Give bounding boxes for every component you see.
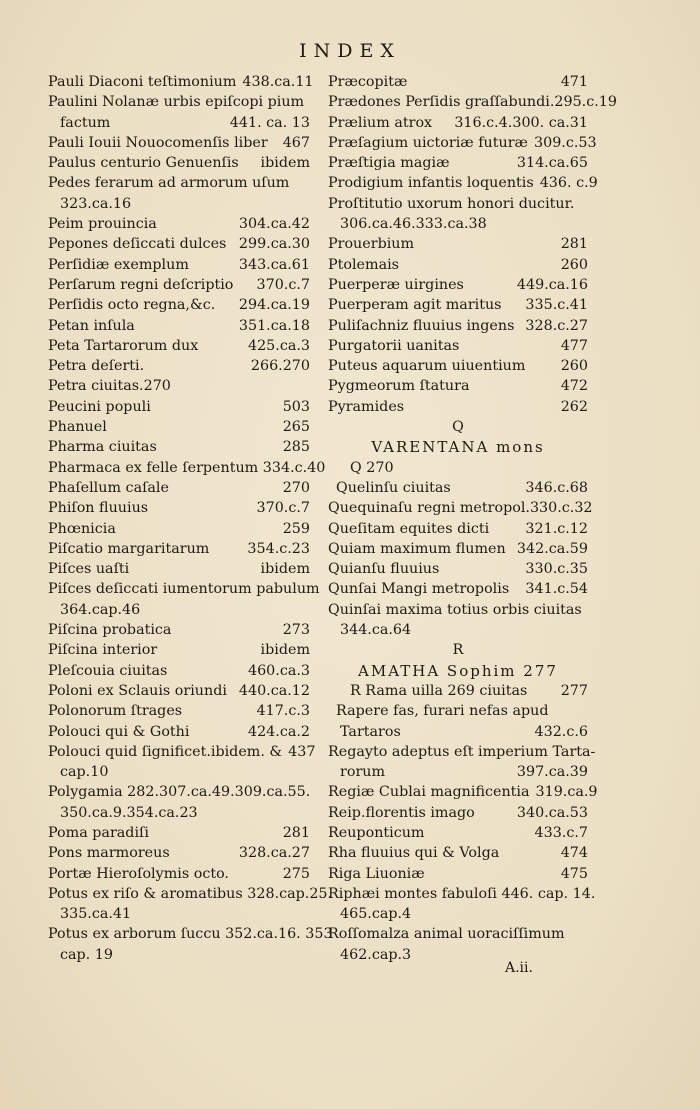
index-entry-text: 350.ca.9.354.ca.23	[60, 804, 198, 821]
index-entry-ref: 425.ca.3	[247, 337, 310, 354]
index-entry	[48, 417, 310, 437]
index-entry-ref: ibidem	[260, 561, 310, 578]
index-entry	[48, 397, 310, 417]
index-entry-ref: 285	[282, 439, 310, 456]
index-entry	[48, 498, 310, 518]
index-entry-text: Pauli Iouii Nouocomenſis liber	[48, 134, 268, 151]
index-entry-text: Quianſu fluuius	[328, 561, 440, 578]
index-entry	[328, 681, 588, 701]
index-entry	[48, 113, 310, 133]
index-entry-text: Petra ciuitas.270	[48, 378, 171, 395]
index-entry-text: Præſtigia magiæ	[328, 155, 450, 172]
index-entry-ref: 266.270	[250, 358, 310, 375]
index-entry-text: Præcopitæ	[328, 74, 408, 90]
index-entry-text: cap. 19	[60, 946, 113, 963]
index-entry-text: Proſtitutio uxorum honori ducitur.	[328, 195, 575, 212]
index-entry-ref: 346.c.68	[525, 479, 588, 496]
index-entry-text: Piſces deſiccati iumentorum pabulum	[48, 581, 320, 598]
index-entry-text: Poma paradiſi	[48, 824, 149, 841]
index-entry-text: Tartaros	[340, 723, 401, 740]
index-entry-text: 335.ca.41	[60, 906, 132, 923]
index-entry-ref: 370.c.7	[256, 500, 310, 517]
index-entry-text: AMATHA Sophim 277	[358, 661, 558, 680]
index-entry	[328, 437, 588, 457]
index-entry	[328, 843, 588, 863]
index-entry-text: Phiſon fluuius	[48, 500, 149, 517]
index-entry	[48, 275, 310, 295]
index-entry	[328, 782, 598, 802]
index-entry	[328, 924, 588, 944]
index-entry-ref: 370.c.7	[256, 276, 310, 293]
index-entry-text: Q	[452, 419, 464, 436]
index-entry-ref: 294.ca.19	[238, 297, 310, 314]
index-entry	[328, 275, 588, 295]
index-entry	[48, 701, 310, 721]
index-entry	[48, 579, 320, 599]
index-entry	[328, 113, 588, 133]
index-entry	[328, 295, 588, 315]
index-entry-ref: 354.c.23	[247, 540, 310, 557]
index-entry-ref: 262	[560, 398, 588, 415]
index-entry-ref: 328.ca.27	[238, 845, 310, 862]
index-column-right	[328, 72, 617, 965]
index-entry	[328, 579, 588, 599]
index-entry-ref: 304.ca.42	[238, 216, 310, 233]
index-entry	[48, 661, 310, 681]
index-entry-text: 323.ca.16	[60, 195, 132, 212]
index-entry	[328, 722, 588, 742]
index-entry-ref: 343.ca.61	[238, 256, 310, 273]
page-title: INDEX	[299, 40, 401, 62]
index-entry-ref: 351.ca.18	[238, 317, 310, 334]
index-entry-ref: 449.ca.16	[516, 276, 588, 293]
index-entry-ref: 273	[282, 622, 310, 639]
index-entry	[48, 742, 316, 762]
index-entry-text: Pons marmoreus	[48, 845, 170, 862]
index-entry-ref: 321.c.12	[525, 520, 588, 537]
index-entry-text: Petan inſula	[48, 317, 135, 334]
index-entry-text: Rapere fas, furari nefas apud	[336, 703, 549, 720]
index-entry	[328, 458, 588, 478]
index-entry-text: Quequinaſu regni metropol.330.c.32	[328, 500, 593, 517]
index-entry-text: Potus ex riſo & aromatibus 328.cap.25.	[48, 885, 333, 902]
index-entry	[328, 823, 588, 843]
index-entry-text: Pedes ferarum ad armorum uſum	[48, 175, 290, 192]
index-entry-ref: 474	[560, 845, 588, 862]
index-entry	[328, 376, 588, 396]
index-entry-text: Piſces uaſti	[48, 561, 130, 578]
index-entry	[48, 458, 326, 478]
index-entry-text: Regayto adeptus eſt imperium Tarta-	[328, 743, 596, 760]
index-entry	[328, 356, 588, 376]
index-entry	[48, 803, 310, 823]
index-entry	[48, 864, 310, 884]
index-entry-text: Puerperæ uirgines	[328, 276, 464, 293]
index-entry-text: 462.cap.3	[340, 946, 412, 963]
index-entry-text: Piſcina probatica	[48, 622, 172, 639]
index-entry-text: Pleſcouia ciuitas	[48, 662, 168, 679]
index-entry-ref: 433.c.7	[534, 824, 588, 841]
index-entry-ref: 397.ca.39	[516, 764, 588, 781]
index-entry-text: Pygmeorum ſtatura	[328, 378, 470, 395]
index-entry-text: Pharma ciuitas	[48, 439, 157, 456]
index-entry-ref: 281	[560, 236, 588, 253]
index-entry-text: Qunſai Mangi metropolis	[328, 581, 510, 598]
index-entry	[48, 234, 310, 254]
index-entry	[48, 173, 310, 193]
index-entry-ref: 277	[560, 682, 588, 699]
index-entry-ref: 275	[282, 865, 310, 882]
index-entry-text: Prouerbium	[328, 236, 415, 253]
index-entry-text: cap.10	[60, 764, 109, 781]
index-entry	[328, 336, 588, 356]
index-entry-ref: 260	[560, 358, 588, 375]
index-entry-text: Rha fluuius qui & Volga	[328, 845, 500, 862]
index-entry-text: Perſidis octo regna,&c.	[48, 297, 216, 314]
index-entry-ref: 270	[282, 479, 310, 496]
index-entry-ref: 460.ca.3	[247, 662, 310, 679]
index-entry	[328, 173, 598, 193]
index-entry-text: Queſitam equites dicti	[328, 520, 490, 537]
index-entry-text: Poloni ex Sclauis oriundi	[48, 682, 227, 699]
index-entry-ref: 281	[282, 824, 310, 841]
index-entry	[328, 234, 588, 254]
index-entry-ref: 424.ca.2	[247, 723, 310, 740]
index-entry	[48, 356, 310, 376]
index-entry-ref: 340.ca.53	[516, 804, 588, 821]
index-entry	[48, 600, 310, 620]
index-column-left	[48, 72, 333, 965]
index-entry-text: Potus ex arborum ſuccu 352.ca.16. 353	[48, 926, 333, 943]
index-entry-ref: 432.c.6	[534, 723, 588, 740]
index-entry-ref: 314.ca.65	[516, 155, 588, 172]
signature-mark: A.ii.	[505, 960, 533, 976]
index-entry	[48, 194, 310, 214]
index-entry	[328, 701, 588, 721]
index-entry	[48, 316, 310, 336]
index-entry	[48, 255, 310, 275]
index-entry-text: Polouci qui & Gothi	[48, 723, 190, 740]
index-entry	[328, 640, 588, 660]
index-entry	[328, 153, 588, 173]
index-entry	[328, 72, 588, 92]
index-entry-text: Phanuel	[48, 419, 107, 436]
index-entry-text: Perſarum regni deſcriptio	[48, 276, 234, 293]
index-entry-ref: 299.ca.30	[238, 236, 310, 253]
index-entry	[48, 924, 333, 944]
index-entry-ref: 309.c.53	[534, 134, 597, 151]
index-entry-ref: 441. ca. 13	[229, 114, 310, 131]
index-entry	[328, 519, 588, 539]
index-entry-text: Riphæi montes fabuloſi 446. cap. 14.	[328, 885, 596, 902]
index-entry-text: R Rama uilla 269 ciuitas	[350, 682, 528, 699]
index-entry	[48, 762, 310, 782]
index-entry	[328, 559, 588, 579]
index-entry	[328, 214, 588, 234]
index-entry-ref: 472	[560, 378, 588, 395]
index-entry	[328, 194, 588, 214]
index-entry-ref: 471	[560, 74, 588, 90]
index-entry-text: Puerperam agit maritus	[328, 297, 502, 314]
index-entry	[48, 681, 310, 701]
index-entry-ref: 330.c.35	[525, 561, 588, 578]
index-entry-ref: 319.ca.9	[535, 784, 598, 801]
index-entry-ref: 438.ca.11	[242, 74, 314, 90]
index-entry-text: Pyramides	[328, 398, 405, 415]
index-entry-text: Piſcatio margaritarum	[48, 540, 210, 557]
index-entry	[328, 661, 588, 681]
index-entry-text: Pharmaca ex felle ſerpentum 334.c.40	[48, 459, 326, 476]
index-entry	[328, 600, 588, 620]
index-entry-ref: 467	[282, 134, 310, 151]
index-entry-ref: 342.ca.59	[516, 540, 588, 557]
index-entry-ref: ibidem	[260, 642, 310, 659]
index-entry	[48, 478, 310, 498]
index-entry-text: R	[452, 642, 464, 659]
index-entry	[328, 864, 588, 884]
index-entry	[48, 92, 310, 112]
index-entry	[48, 884, 333, 904]
index-entry-text: Prodigium infantis loquentis	[328, 175, 534, 192]
index-entry	[48, 214, 310, 234]
index-entry-text: Roſſomalza animal uoraciſſimum	[328, 926, 565, 943]
index-entry-text: 465.cap.4	[340, 906, 412, 923]
index-entry	[48, 782, 310, 802]
index-entry	[48, 519, 310, 539]
index-entry-text: Q 270	[350, 459, 394, 476]
index-entry	[328, 417, 588, 437]
index-entry-ref: ibidem	[260, 155, 310, 172]
index-entry-text: Peim prouincia	[48, 216, 157, 233]
index-entry	[328, 397, 588, 417]
index-entry-text: Petra deſerti.	[48, 358, 145, 375]
index-entry-text: 364.cap.46	[60, 601, 141, 618]
index-entry-text: Prælium atrox	[328, 114, 433, 131]
index-entry	[328, 620, 588, 640]
index-entry-text: Riga Liuoniæ	[328, 865, 425, 882]
index-entry	[328, 762, 588, 782]
index-entry	[48, 945, 310, 965]
index-entry	[328, 478, 588, 498]
index-entry-ref: 436. c.9	[539, 175, 598, 192]
index-entry-ref: 437	[288, 743, 316, 760]
index-entry	[48, 72, 314, 92]
index-entry-text: Peta Tartarorum dux	[48, 337, 199, 354]
index-entry	[48, 295, 310, 315]
index-entry-text: Puteus aquarum uiuentium	[328, 358, 526, 375]
index-entry-ref: 335.c.41	[525, 297, 588, 314]
index-entry-text: Pepones deſiccati dulces	[48, 236, 227, 253]
index-entry-text: factum	[60, 114, 111, 131]
index-entry	[48, 620, 310, 640]
index-entry-ref: 475	[560, 865, 588, 882]
index-entry-text: Puliſachniz fluuius ingens	[328, 317, 515, 334]
index-entry	[328, 255, 588, 275]
index-entry-text: Paulini Nolanæ urbis epiſcopi pium	[48, 94, 305, 111]
index-entry-text: Pauli Diaconi teſtimonium	[48, 74, 237, 90]
index-entry	[48, 133, 310, 153]
index-entry	[48, 559, 310, 579]
index-entry	[328, 92, 617, 112]
index-entry-text: Quelinſu ciuitas	[336, 479, 451, 496]
index-entry-text: Polouci quid ſignificet.ibidem. &	[48, 743, 283, 760]
index-entry-text: Piſcina interior	[48, 642, 158, 659]
index-entry-ref: 477	[560, 337, 588, 354]
index-entry	[48, 539, 310, 559]
index-entry-text: Purgatorii uanitas	[328, 337, 460, 354]
index-entry-text: Paulus centurio Genuenſis	[48, 155, 239, 172]
index-entry-ref: 341.c.54	[525, 581, 588, 598]
index-entry-text: Reip.florentis imago	[328, 804, 475, 821]
index-entry-text: Ptolemais	[328, 256, 399, 273]
index-entry	[48, 640, 310, 660]
index-entry-text: Regiæ Cublai magnificentia	[328, 784, 530, 801]
index-entry-ref: 259	[282, 520, 310, 537]
index-entry-text: Perſidiæ exemplum	[48, 256, 189, 273]
index-entry	[328, 803, 588, 823]
index-entry-text: Portæ Hieroſolymis octo.	[48, 865, 229, 882]
index-entry	[328, 945, 588, 965]
index-entry-text: Phaſellum caſale	[48, 479, 169, 496]
index-entry	[328, 498, 593, 518]
index-entry-ref: 316.c.4.300. ca.31	[454, 114, 588, 131]
index-entry-ref: 260	[560, 256, 588, 273]
index-entry	[48, 376, 310, 396]
index-entry-ref: 417.c.3	[256, 703, 310, 720]
index-entry-text: 344.ca.64	[340, 622, 412, 639]
index-entry-text: Quinſai maxima totius orbis ciuitas	[328, 601, 582, 618]
index-entry	[328, 884, 596, 904]
index-entry	[328, 316, 588, 336]
index-entry-text: 306.ca.46.333.ca.38	[340, 216, 487, 233]
index-entry	[48, 336, 310, 356]
index-entry-text: Polygamia 282.307.ca.49.309.ca.55.	[48, 784, 311, 801]
index-entry	[328, 539, 588, 559]
index-entry	[328, 742, 596, 762]
index-entry	[48, 843, 310, 863]
index-entry-ref: 503	[282, 398, 310, 415]
index-entry	[48, 904, 310, 924]
index-entry-text: Reuponticum	[328, 824, 425, 841]
index-entry	[48, 722, 310, 742]
index-entry-text: Prædones Perſidis graſſabundi.295.c.19	[328, 94, 617, 111]
index-entry-text: Peucini populi	[48, 398, 151, 415]
index-entry-text: VARENTANA mons	[371, 438, 545, 457]
index-entry	[328, 904, 588, 924]
index-entry-ref: 265	[282, 419, 310, 436]
index-entry	[328, 133, 597, 153]
index-entry-text: rorum	[340, 764, 386, 781]
index-entry-text: Quiam maximum flumen	[328, 540, 506, 557]
index-entry-text: Præſagium uictoriæ futuræ	[328, 134, 528, 151]
index-entry-text: Phœnicia	[48, 520, 116, 537]
index-entry-ref: 328.c.27	[525, 317, 588, 334]
index-entry	[48, 437, 310, 457]
index-entry	[48, 153, 310, 173]
index-entry	[48, 823, 310, 843]
index-entry-ref: 440.ca.12	[238, 682, 310, 699]
index-entry-text: Polonorum ſtrages	[48, 703, 183, 720]
